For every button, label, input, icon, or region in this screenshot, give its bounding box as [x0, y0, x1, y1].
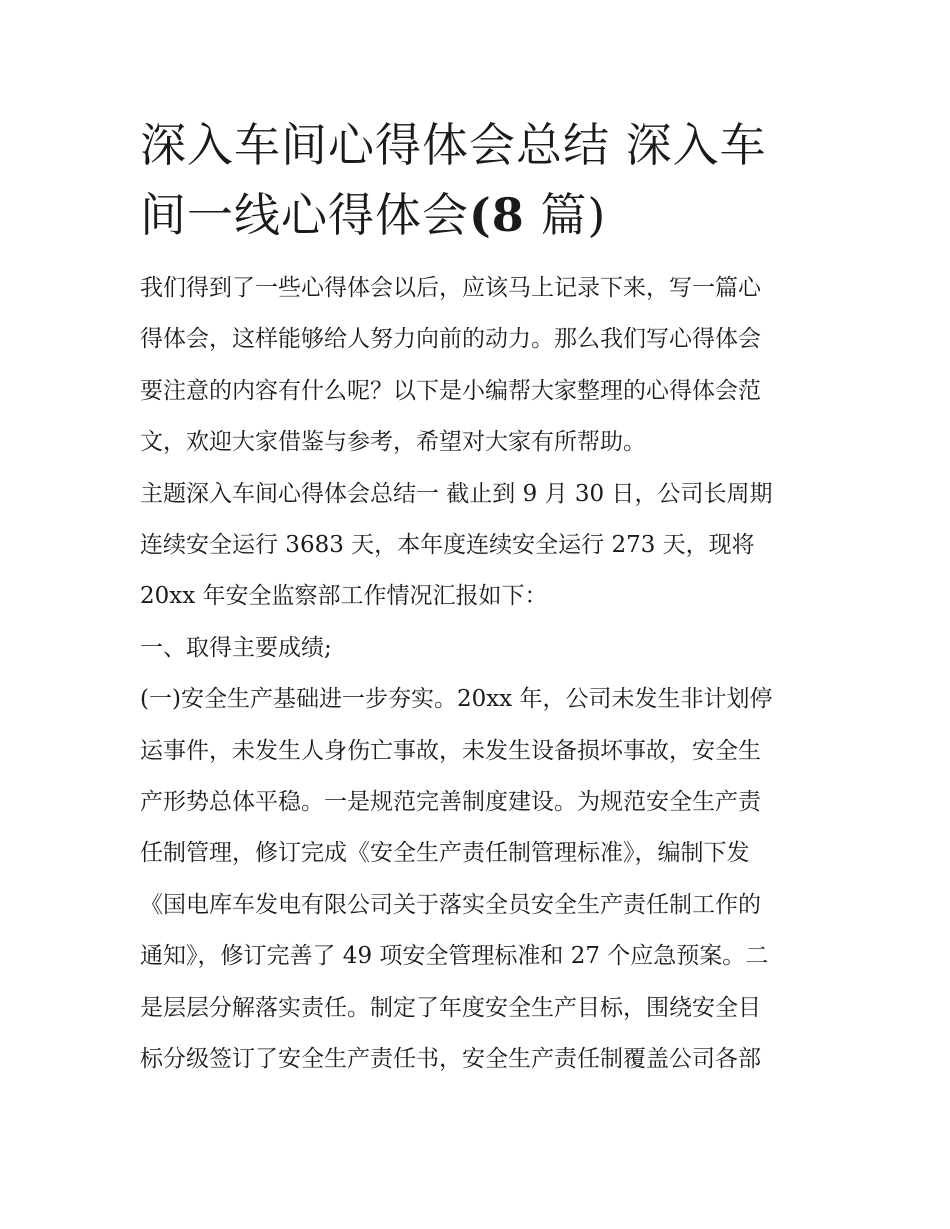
body-line: 《国电库车发电有限公司关于落实全员安全生产责任制工作的: [140, 891, 761, 918]
document-body: [140, 263, 820, 1086]
document-page: [140, 110, 820, 1086]
body-line: 文，欢迎大家借鉴与参考，希望对大家有所帮助。: [140, 429, 646, 456]
body-line: 任制管理，修订完成《安全生产责任制管理标准》，编制下发: [140, 840, 750, 867]
body-line: 得体会，这样能够给人努力向前的动力。那么我们写心得体会: [140, 326, 761, 353]
body-line: 运事件，未发生人身伤亡事故，未发生设备损坏事故，安全生: [140, 737, 761, 764]
body-line: 20xx 年安全监察部工作情况汇报如下：: [140, 583, 548, 610]
body-line: 通知》，修订完善了 49 项安全管理标准和 27 个应急预案。二: [140, 943, 769, 970]
body-line: 标分级签订了安全生产责任书，安全生产责任制覆盖公司各部: [140, 1046, 761, 1073]
document-title: [140, 110, 820, 250]
body-line: 我们得到了一些心得体会以后，应该马上记录下来，写一篇心: [140, 275, 761, 301]
body-line: 产形势总体平稳。一是规范完善制度建设。为规范安全生产责: [140, 789, 761, 816]
body-line: 连续安全运行 3683 天，本年度连续安全运行 273 天，现将: [140, 532, 755, 559]
title-line-2-count: (8: [469, 188, 525, 242]
title-line-2-prefix: 间一线心得体会: [140, 188, 469, 242]
body-line: 是层层分解落实责任。制定了年度安全生产目标，围绕安全目: [140, 994, 761, 1021]
section-heading: 一、取得主要成绩;: [140, 634, 332, 661]
title-line-1: 深入车间心得体会总结 深入车: [140, 118, 767, 172]
body-line: (一)安全生产基础进一步夯实。20xx 年，公司未发生非计划停: [140, 686, 773, 713]
body-line: 主题深入车间心得体会总结一 截止到 9 月 30 日，公司长周期: [140, 480, 773, 507]
title-line-2-suffix: 篇): [524, 188, 607, 242]
body-line: 要注意的内容有什么呢？以下是小编帮大家整理的心得体会范: [140, 377, 761, 404]
